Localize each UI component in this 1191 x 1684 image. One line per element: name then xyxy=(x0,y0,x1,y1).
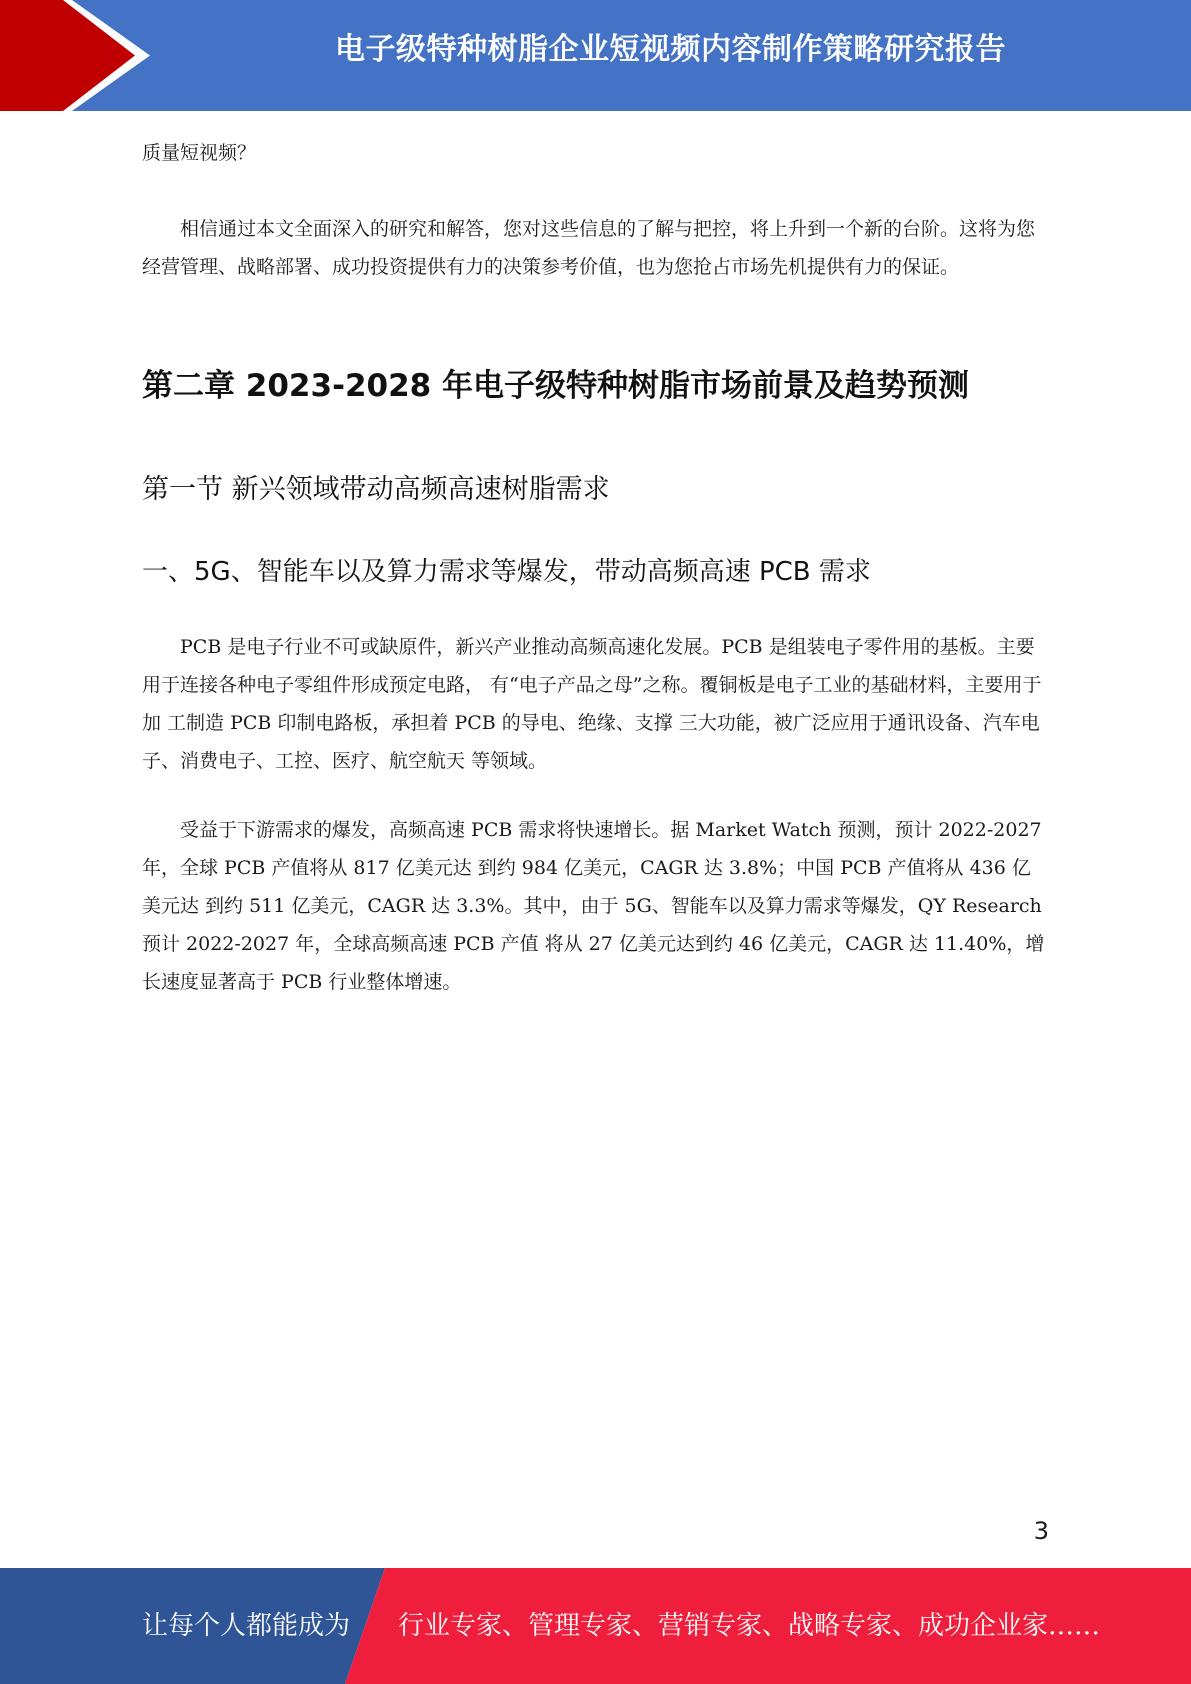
footer-slogan: 让每个人都能成为 xyxy=(142,1611,351,1641)
intro-paragraph-block xyxy=(142,210,1047,286)
report-title: 电子级特种树脂企业短视频内容制作策略研究报告 xyxy=(335,32,1006,67)
pcb-paragraph-block xyxy=(142,628,1047,780)
intro-paragraph: 相信通过本文全面深入的研究和解答，您对这些信息的了解与把控，将上升到一个新的台阶。这将为您经营管理、战略部署、成功投资提供有力的决策参考价值，也为您抢占市场先机提供有力的保证。 xyxy=(142,218,1036,278)
growth-paragraph: 受益于下游需求的爆发，高频高速 PCB 需求将快速增长。据 Market Watch 预测，预计 2022-2027 年，全球 PCB 产值将从 817 亿美元达 到约 984 亿美元，CAGR 达 3.8%；中国 PCB 产值将从 436 亿美元达 到约 511 亿美元，CAGR 达 3.3%。其中，由于 5G、智能车以及算力需求等爆发，QY Research 预计 2022-2027 年，全球高频高速 PCB 产值 将从 27 亿美元达到约 46 亿美元，CAGR 达 11.40%，增长速度显著高于 PCB 行业整体增速。 xyxy=(142,819,1045,993)
header-banner xyxy=(0,0,1191,111)
page-number: 3 xyxy=(1033,1517,1049,1545)
header-arrow-decoration xyxy=(0,0,160,111)
section-heading: 第一节 新兴领域带动高频高速树脂需求 xyxy=(142,474,610,505)
chapter-heading: 第二章 2023-2028 年电子级特种树脂市场前景及趋势预测 xyxy=(142,368,970,404)
pcb-paragraph: PCB 是电子行业不可或缺原件，新兴产业推动高频高速化发展。PCB 是组装电子零件用的基板。主要用于连接各种电子零组件形成预定电路， 有“电子产品之母”之称。覆铜板是电子工业的基础材料，主要用于加 工制造 PCB 印制电路板，承担着 PCB 的导电、绝缘、支撑 三大功能，被广泛应用于通讯设备、汽车电子、消费电子、工控、医疗、航空航天 等领域。 xyxy=(142,636,1042,772)
growth-paragraph-block xyxy=(142,811,1047,1001)
footer-roles: 行业专家、管理专家、营销专家、战略专家、成功企业家…… xyxy=(398,1611,1101,1641)
intro-tail-text: 质量短视频？ xyxy=(142,142,257,164)
subsection-heading: 一、5G、智能车以及算力需求等爆发，带动高频高速 PCB 需求 xyxy=(142,557,871,587)
intro-tail xyxy=(142,134,1047,172)
footer-banner xyxy=(0,1568,1191,1684)
